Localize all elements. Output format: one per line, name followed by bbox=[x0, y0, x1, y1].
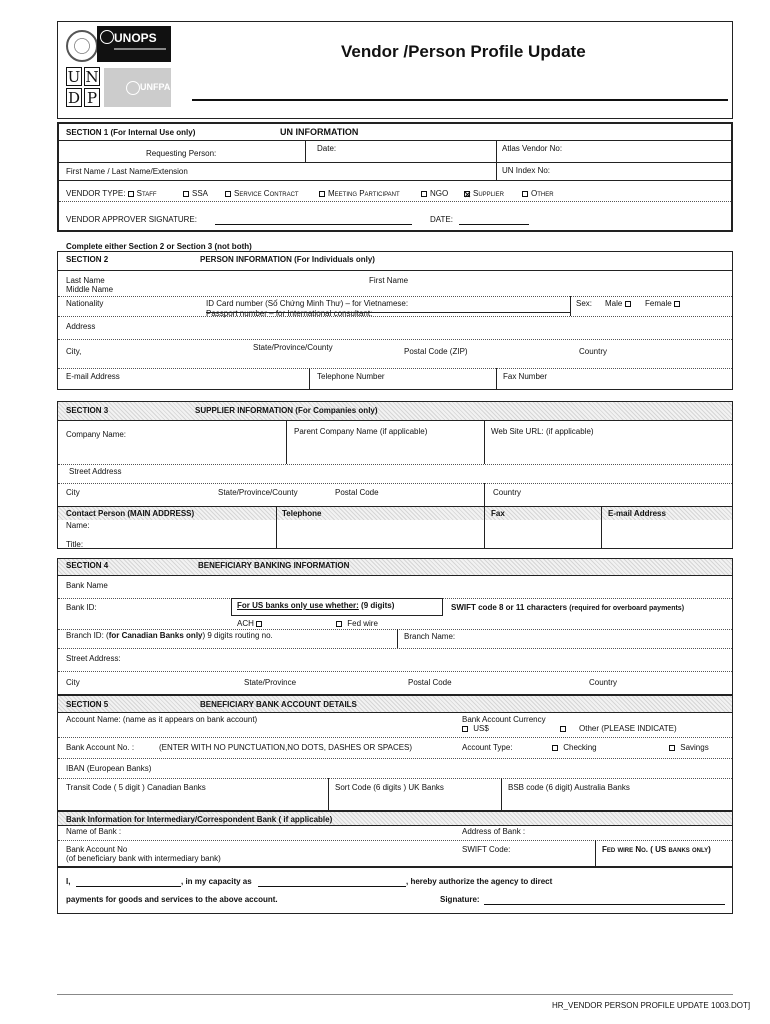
meeting-participant-checkbox[interactable] bbox=[319, 191, 325, 197]
branch-name-label: Branch Name: bbox=[404, 632, 456, 641]
fax-label: Fax Number bbox=[503, 372, 548, 381]
auth-name-field[interactable] bbox=[76, 878, 181, 887]
address-label: Address bbox=[66, 322, 96, 331]
fed-wire-no-label: Fed wire No. ( US banks only) bbox=[602, 845, 711, 854]
other-label: Other bbox=[531, 189, 554, 198]
other-currency-checkbox[interactable] bbox=[560, 726, 566, 732]
auth-payments-label: payments for goods and services to the above account. bbox=[66, 895, 278, 904]
ach-label: ACH bbox=[237, 619, 254, 628]
ngo-checkbox[interactable] bbox=[421, 191, 427, 197]
last-name-label: Last Name bbox=[66, 276, 105, 285]
bank-country-label: Country bbox=[589, 678, 618, 687]
bank-name-label: Bank Name bbox=[66, 581, 108, 590]
account-no-note: (ENTER WITH NO PUNCTUATION,NO DOTS, DASHES OR SPACES) bbox=[159, 743, 413, 752]
state-label: State/Province/County bbox=[253, 343, 333, 352]
other-currency-label: Other (PLEASE INDICATE) bbox=[579, 724, 677, 733]
country-label: Country bbox=[579, 347, 608, 356]
bsb-code-label: BSB code (6 digit) Australia Banks bbox=[508, 783, 630, 792]
bank-street-label: Street Address: bbox=[66, 654, 121, 663]
bank-state-label: State/Province bbox=[244, 678, 297, 687]
vendor-type-row bbox=[66, 189, 157, 199]
auth-capacity-label: , in my capacity as bbox=[181, 877, 252, 886]
section5-title: BENEFICIARY BANK ACCOUNT DETAILS bbox=[200, 700, 357, 709]
savings-checkbox[interactable] bbox=[669, 745, 675, 751]
date-label: Date: bbox=[317, 144, 337, 153]
section2-title: PERSON INFORMATION (For Individuals only) bbox=[200, 255, 375, 264]
staff-label: Staff bbox=[136, 189, 157, 198]
unfpa-logo bbox=[104, 68, 171, 107]
approver-signature-field[interactable] bbox=[215, 216, 412, 225]
atlas-vendor-label: Atlas Vendor No: bbox=[502, 144, 563, 153]
email-label: E-mail Address bbox=[66, 372, 120, 381]
supplier-city-label: City bbox=[66, 488, 80, 497]
us-digits-label: (9 digits) bbox=[361, 601, 395, 610]
middle-name-label: Middle Name bbox=[66, 285, 114, 294]
section1-title: UN INFORMATION bbox=[280, 127, 359, 137]
section4-title: BENEFICIARY BANKING INFORMATION bbox=[198, 561, 350, 570]
account-name-label: Account Name: (name as it appears on bank account) bbox=[66, 715, 258, 724]
undp-letter-n: N bbox=[85, 67, 99, 86]
undp-letter-u: U bbox=[67, 67, 81, 86]
staff-checkbox[interactable] bbox=[128, 191, 134, 197]
section3-label: SECTION 3 bbox=[66, 406, 109, 415]
section4-frame bbox=[57, 558, 733, 695]
page-title: Vendor /Person Profile Update bbox=[341, 42, 586, 61]
account-type-label: Account Type: bbox=[462, 743, 513, 752]
intermediary-account-label: Bank Account No bbox=[66, 845, 128, 854]
transit-code-label: Transit Code ( 5 digit ) Canadian Banks bbox=[66, 783, 206, 792]
female-checkbox[interactable] bbox=[674, 301, 680, 307]
section3-frame bbox=[57, 401, 733, 549]
section1-label: SECTION 1 (For Internal Use only) bbox=[66, 128, 196, 137]
male-checkbox[interactable] bbox=[625, 301, 631, 307]
ngo-label: NGO bbox=[430, 189, 449, 198]
contact-telephone-label: Telephone bbox=[282, 509, 322, 518]
signature-label: Signature: bbox=[440, 895, 480, 904]
meeting-participant-label: Meeting Participant bbox=[328, 189, 400, 198]
logo-un-emblem-icon bbox=[66, 30, 98, 62]
swift-code-label: SWIFT code 8 or 11 characters (required for overboard payments) bbox=[451, 603, 685, 612]
account-no-label: Bank Account No. : bbox=[66, 743, 135, 752]
usd-checkbox[interactable] bbox=[462, 726, 468, 732]
supplier-country-label: Country bbox=[493, 488, 522, 497]
auth-capacity-field[interactable] bbox=[258, 878, 406, 887]
company-name-label: Company Name: bbox=[66, 430, 127, 439]
telephone-label: Telephone Number bbox=[317, 372, 385, 381]
id-card-label: ID Card number (Số Chứng Minh Thư) – for Vietnamese: bbox=[206, 299, 409, 308]
unops-logo-text: UNOPS bbox=[114, 31, 157, 45]
contact-email-label: E-mail Address bbox=[608, 509, 666, 518]
unops-logo bbox=[97, 26, 171, 62]
usd-label: US$ bbox=[473, 724, 489, 733]
auth-authorize-label: , hereby authorize the agency to direct bbox=[406, 877, 553, 886]
service-contract-label: Service Contract bbox=[234, 189, 299, 198]
bank-city-label: City bbox=[66, 678, 80, 687]
intermediary-account-sub: (of beneficiary bank with intermediary bank) bbox=[66, 854, 221, 863]
contact-person-label: Contact Person (MAIN ADDRESS) bbox=[66, 509, 195, 518]
unfpa-emblem-icon bbox=[126, 81, 140, 95]
nationality-label: Nationality bbox=[66, 299, 104, 308]
approver-signature-label: VENDOR APPROVER SIGNATURE: bbox=[66, 215, 197, 224]
postal-code-label: Postal Code (ZIP) bbox=[404, 347, 468, 356]
contact-name-label: Name: bbox=[66, 521, 90, 530]
bank-postal-label: Postal Code bbox=[408, 678, 452, 687]
passport-label: Passport number – for International consultant: bbox=[206, 309, 373, 318]
us-banks-label: For US banks only use whether: bbox=[237, 601, 359, 610]
section4-label: SECTION 4 bbox=[66, 561, 109, 570]
undp-letter-p: P bbox=[84, 88, 100, 107]
date2-label: DATE: bbox=[430, 215, 453, 224]
section2-frame bbox=[57, 251, 733, 390]
city-label: City, bbox=[66, 347, 82, 356]
sort-code-label: Sort Code (6 digits ) UK Banks bbox=[335, 783, 444, 792]
section2-label: SECTION 2 bbox=[66, 255, 109, 264]
supplier-postal-label: Postal Code bbox=[335, 488, 379, 497]
name-extension-label: First Name / Last Name/Extension bbox=[66, 167, 188, 176]
sex-label: Sex: bbox=[576, 299, 593, 308]
footer-doc-id: HR_VENDOR PERSON PROFILE UPDATE 1003.DOT] bbox=[552, 1001, 751, 1010]
parent-company-label: Parent Company Name (if applicable) bbox=[294, 427, 428, 436]
undp-letter-d: D bbox=[67, 88, 81, 107]
branch-id-label: Branch ID: (for Canadian Banks only) 9 digits routing no. bbox=[66, 631, 273, 640]
other-checkbox[interactable] bbox=[522, 191, 528, 197]
supplier-label: Supplier bbox=[473, 189, 505, 198]
supplier-state-label: State/Province/County bbox=[218, 488, 298, 497]
authorization-frame bbox=[57, 867, 733, 914]
intermediary-title: Bank Information for Intermediary/Correspondent Bank ( if applicable) bbox=[66, 815, 333, 824]
contact-fax-label: Fax bbox=[491, 509, 505, 518]
supplier-checkbox-checked[interactable] bbox=[464, 191, 470, 197]
ssa-label: SSA bbox=[192, 189, 209, 198]
section3-title: SUPPLIER INFORMATION (For Companies only) bbox=[195, 406, 378, 415]
first-name-label: First Name bbox=[369, 276, 409, 285]
female-label: Female bbox=[645, 299, 672, 308]
un-index-label: UN Index No: bbox=[502, 166, 551, 175]
intermediary-bank-name-label: Name of Bank : bbox=[66, 827, 122, 836]
unops-emblem-icon bbox=[100, 30, 114, 44]
vendor-type-label: VENDOR TYPE: bbox=[66, 189, 126, 198]
unfpa-logo-text: UNFPA bbox=[140, 82, 171, 92]
contact-title-label: Title: bbox=[66, 540, 84, 549]
street-address-label: Street Address bbox=[69, 467, 122, 476]
section5-label: SECTION 5 bbox=[66, 700, 109, 709]
title-underline bbox=[192, 99, 728, 101]
bank-id-label: Bank ID: bbox=[66, 603, 97, 612]
checking-checkbox[interactable] bbox=[552, 745, 558, 751]
section-choice-note: Complete either Section 2 or Section 3 (not both) bbox=[66, 242, 252, 251]
iban-label: IBAN (European Banks) bbox=[66, 764, 152, 773]
intermediary-swift-label: SWIFT Code: bbox=[462, 845, 511, 854]
requesting-person-label: Requesting Person: bbox=[146, 149, 217, 158]
fed-wire-checkbox[interactable] bbox=[336, 621, 342, 627]
intermediary-bank-address-label: Address of Bank : bbox=[462, 827, 526, 836]
currency-label: Bank Account Currency bbox=[462, 715, 546, 724]
checking-label: Checking bbox=[563, 743, 597, 752]
ssa-checkbox[interactable] bbox=[183, 191, 189, 197]
male-label: Male bbox=[605, 299, 623, 308]
date2-field[interactable] bbox=[459, 216, 529, 225]
savings-label: Savings bbox=[680, 743, 709, 752]
ach-checkbox[interactable] bbox=[256, 621, 262, 627]
website-label: Web Site URL: (if applicable) bbox=[491, 427, 594, 436]
fed-wire-label: Fed wire bbox=[347, 619, 378, 628]
auth-i-label: I, bbox=[66, 877, 71, 886]
service-contract-checkbox[interactable] bbox=[225, 191, 231, 197]
signature-field[interactable] bbox=[484, 896, 725, 905]
